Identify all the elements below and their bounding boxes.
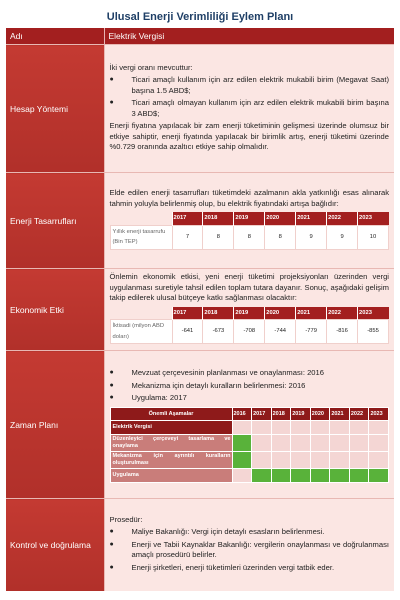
economic-table xyxy=(110,307,390,345)
bullet-icon: ● xyxy=(109,563,114,571)
gantt-cell xyxy=(349,452,369,469)
control-bullet: ● Enerji şirketleri, enerji tüketimleri üzerinden vergi tatbik eder. xyxy=(109,562,335,572)
row-timeline-label: Zaman Planı xyxy=(6,351,104,499)
savings-table-row xyxy=(110,225,389,249)
gantt-task-name: Mekanizma için ayrıntılı kuralların oluşturulması xyxy=(110,452,232,469)
gantt-cell xyxy=(271,435,291,452)
method-intro: İki vergi oranı mevcuttur: xyxy=(109,62,193,72)
bullet-icon: ● xyxy=(109,99,114,106)
value-cell: 7 xyxy=(172,225,203,249)
value-cell: 9 xyxy=(327,225,358,249)
method-text: Enerji fiyatına yapılacak bir zam enerji tüketiminin gelişmesi üzerinde olumsuz bir etkiye sahiptir, enerji fiyatında yapılacak bir birimlik artış, enerji tüketimi üzerinde %0.729 oranında azaltıcı etkiye sahip olmalıdır. xyxy=(109,121,389,151)
savings-table-header xyxy=(110,212,389,225)
bullet-icon: ● xyxy=(109,394,114,401)
bullet-icon: ● xyxy=(109,540,114,548)
year-cell: 2020 xyxy=(265,307,296,320)
gantt-bar-active xyxy=(252,469,272,483)
savings-text: Elde edilen enerji tasarrufları tüketimdeki azalmanın akla yatkınlığı esas alınarak tahmin yoluyla belirlenmiş olup, bu elektrik fiyatındaki artışa bağlıdır: xyxy=(109,188,389,208)
gantt-title-row xyxy=(110,421,389,435)
gantt-year: 2019 xyxy=(291,407,311,421)
gantt-cell xyxy=(252,435,272,452)
row-label: İktisadi (milyon ABD doları) xyxy=(110,320,172,344)
value-cell: -779 xyxy=(296,320,327,344)
milestone-gantt xyxy=(110,407,390,484)
gantt-cell xyxy=(349,421,369,435)
gantt-year: 2018 xyxy=(271,407,291,421)
bullet-icon: ● xyxy=(109,76,114,83)
gantt-cell xyxy=(310,421,330,435)
control-bullet: ● Enerji ve Tabii Kaynaklar Bakanlığı: vergilerin onaylanması ve doğrulanması amaçlı prosedürü belirler. xyxy=(109,539,389,559)
row-timeline-content xyxy=(104,351,394,499)
gantt-cell xyxy=(310,435,330,452)
year-cell: 2020 xyxy=(265,212,296,225)
gantt-cell xyxy=(291,435,311,452)
year-cell: 2019 xyxy=(234,212,265,225)
gantt-bar-active xyxy=(310,469,330,483)
year-cell: 2023 xyxy=(358,307,389,320)
gantt-year: 2023 xyxy=(369,407,389,421)
gantt-bar-active xyxy=(330,469,350,483)
value-cell: -641 xyxy=(172,320,203,344)
gantt-bar-active xyxy=(232,452,252,469)
control-bullet: ● Maliye Bakanlığı: Vergi için detaylı esasların belirlenmesi. xyxy=(109,527,325,536)
gantt-year: 2020 xyxy=(310,407,330,421)
bullet-icon: ● xyxy=(109,381,114,389)
year-cell: 2023 xyxy=(358,212,389,225)
value-cell: -673 xyxy=(203,320,234,344)
row-control-content xyxy=(104,499,394,591)
year-cell: 2022 xyxy=(327,212,358,225)
gantt-year: 2016 xyxy=(232,407,252,421)
method-bullet: ● Ticari amaçlı olmayan kullanım için arz edilen elektrik mukabili birim başına 3 ABD$; xyxy=(109,98,389,118)
gantt-year: 2017 xyxy=(252,407,272,421)
gantt-cell xyxy=(310,452,330,469)
gantt-cell xyxy=(330,421,350,435)
gantt-cell xyxy=(330,435,350,452)
gantt-task-row xyxy=(110,452,389,469)
measure-table xyxy=(6,28,394,591)
gantt-cell xyxy=(291,452,311,469)
row-method-content xyxy=(104,45,394,173)
year-cell: 2017 xyxy=(172,307,203,320)
value-cell: 9 xyxy=(296,225,327,249)
year-cell: 2021 xyxy=(296,307,327,320)
gantt-cell xyxy=(232,469,252,483)
timeline-bullet: ● Mekanizma için detaylı kuralların belirlenmesi: 2016 xyxy=(109,380,306,390)
gantt-cell xyxy=(369,421,389,435)
row-economic-label: Ekonomik Etki xyxy=(6,269,104,351)
gantt-bar-active xyxy=(271,469,291,483)
economic-text: Önlemin ekonomik etkisi, yeni enerji tüketimi projeksiyonları üzerinden vergi uygulanması suretiyle tahsil edilen toplam tutara dayanır. Sonuç, aşağıdaki gelişim takip edilerek ulusal bütçeye katkı sağlanması olacaktır: xyxy=(109,272,389,302)
row-method-label: Hesap Yöntemi xyxy=(6,45,104,173)
row-economic-content xyxy=(104,269,394,351)
gantt-title: Elektrik Vergisi xyxy=(110,421,232,435)
header-name-value: Elektrik Vergisi xyxy=(104,28,394,45)
table-header-row xyxy=(6,28,394,45)
value-cell: 10 xyxy=(358,225,389,249)
row-control-label: Kontrol ve doğrulama xyxy=(6,499,104,591)
value-cell: -855 xyxy=(358,320,389,344)
header-name-label: Adı xyxy=(6,28,104,45)
gantt-cell xyxy=(271,452,291,469)
empty-cell xyxy=(110,307,172,320)
row-label: Yıllık enerji tasarrufu (Bin TEP) xyxy=(110,225,172,249)
value-cell: -744 xyxy=(265,320,296,344)
gantt-year: 2021 xyxy=(330,407,350,421)
year-cell: 2018 xyxy=(203,307,234,320)
value-cell: -708 xyxy=(234,320,265,344)
gantt-cell xyxy=(252,421,272,435)
gantt-header-label: Önemli Aşamalar xyxy=(110,407,232,421)
timeline-bullet: ● Mevzuat çerçevesinin planlanması ve onaylanması: 2016 xyxy=(109,368,324,377)
gantt-cell xyxy=(369,452,389,469)
gantt-task-name: Uygulama xyxy=(110,469,232,483)
year-cell: 2017 xyxy=(172,212,203,225)
gantt-task-row xyxy=(110,435,389,452)
row-control xyxy=(6,499,394,591)
gantt-bar-active xyxy=(369,469,389,483)
year-cell: 2018 xyxy=(203,212,234,225)
value-cell: 8 xyxy=(203,225,234,249)
year-cell: 2019 xyxy=(234,307,265,320)
row-timeline xyxy=(6,351,394,499)
gantt-task-row xyxy=(110,469,389,483)
bullet-icon: ● xyxy=(109,369,114,376)
method-bullet: ● Ticari amaçlı kullanım için arz edilen elektrik mukabili birim (Megavat Saat) başına 1.5 ABD$; xyxy=(109,75,389,95)
gantt-cell xyxy=(232,421,252,435)
bullet-icon: ● xyxy=(109,528,114,535)
value-cell: 8 xyxy=(265,225,296,249)
year-cell: 2022 xyxy=(327,307,358,320)
gantt-cell xyxy=(252,452,272,469)
gantt-header-row xyxy=(110,407,389,421)
value-cell: 8 xyxy=(234,225,265,249)
empty-cell xyxy=(110,212,172,225)
gantt-cell xyxy=(349,435,369,452)
economic-table-header xyxy=(110,307,389,320)
row-savings-label: Enerji Tasarrufları xyxy=(6,173,104,269)
gantt-bar-active xyxy=(232,435,252,452)
row-economic xyxy=(6,269,394,351)
page-title: Ulusal Enerji Verimliliği Eylem Planı xyxy=(106,11,294,23)
year-cell: 2021 xyxy=(296,212,327,225)
gantt-cell xyxy=(369,435,389,452)
row-method xyxy=(6,45,394,173)
economic-table-row xyxy=(110,320,389,344)
gantt-tasks xyxy=(110,435,389,483)
gantt-year: 2022 xyxy=(349,407,369,421)
savings-table xyxy=(110,212,390,250)
timeline-bullet: ● Uygulama: 2017 xyxy=(109,393,187,402)
row-savings xyxy=(6,173,394,269)
value-cell: -816 xyxy=(327,320,358,344)
gantt-bar-active xyxy=(291,469,311,483)
gantt-bar-active xyxy=(349,469,369,483)
gantt-cell xyxy=(291,421,311,435)
gantt-cell xyxy=(271,421,291,435)
row-savings-content xyxy=(104,173,394,269)
gantt-cell xyxy=(330,452,350,469)
control-intro: Prosedür: xyxy=(109,514,143,524)
gantt-task-name: Düzenleyici çerçeveyi tasarlama ve onaylama xyxy=(110,435,232,452)
